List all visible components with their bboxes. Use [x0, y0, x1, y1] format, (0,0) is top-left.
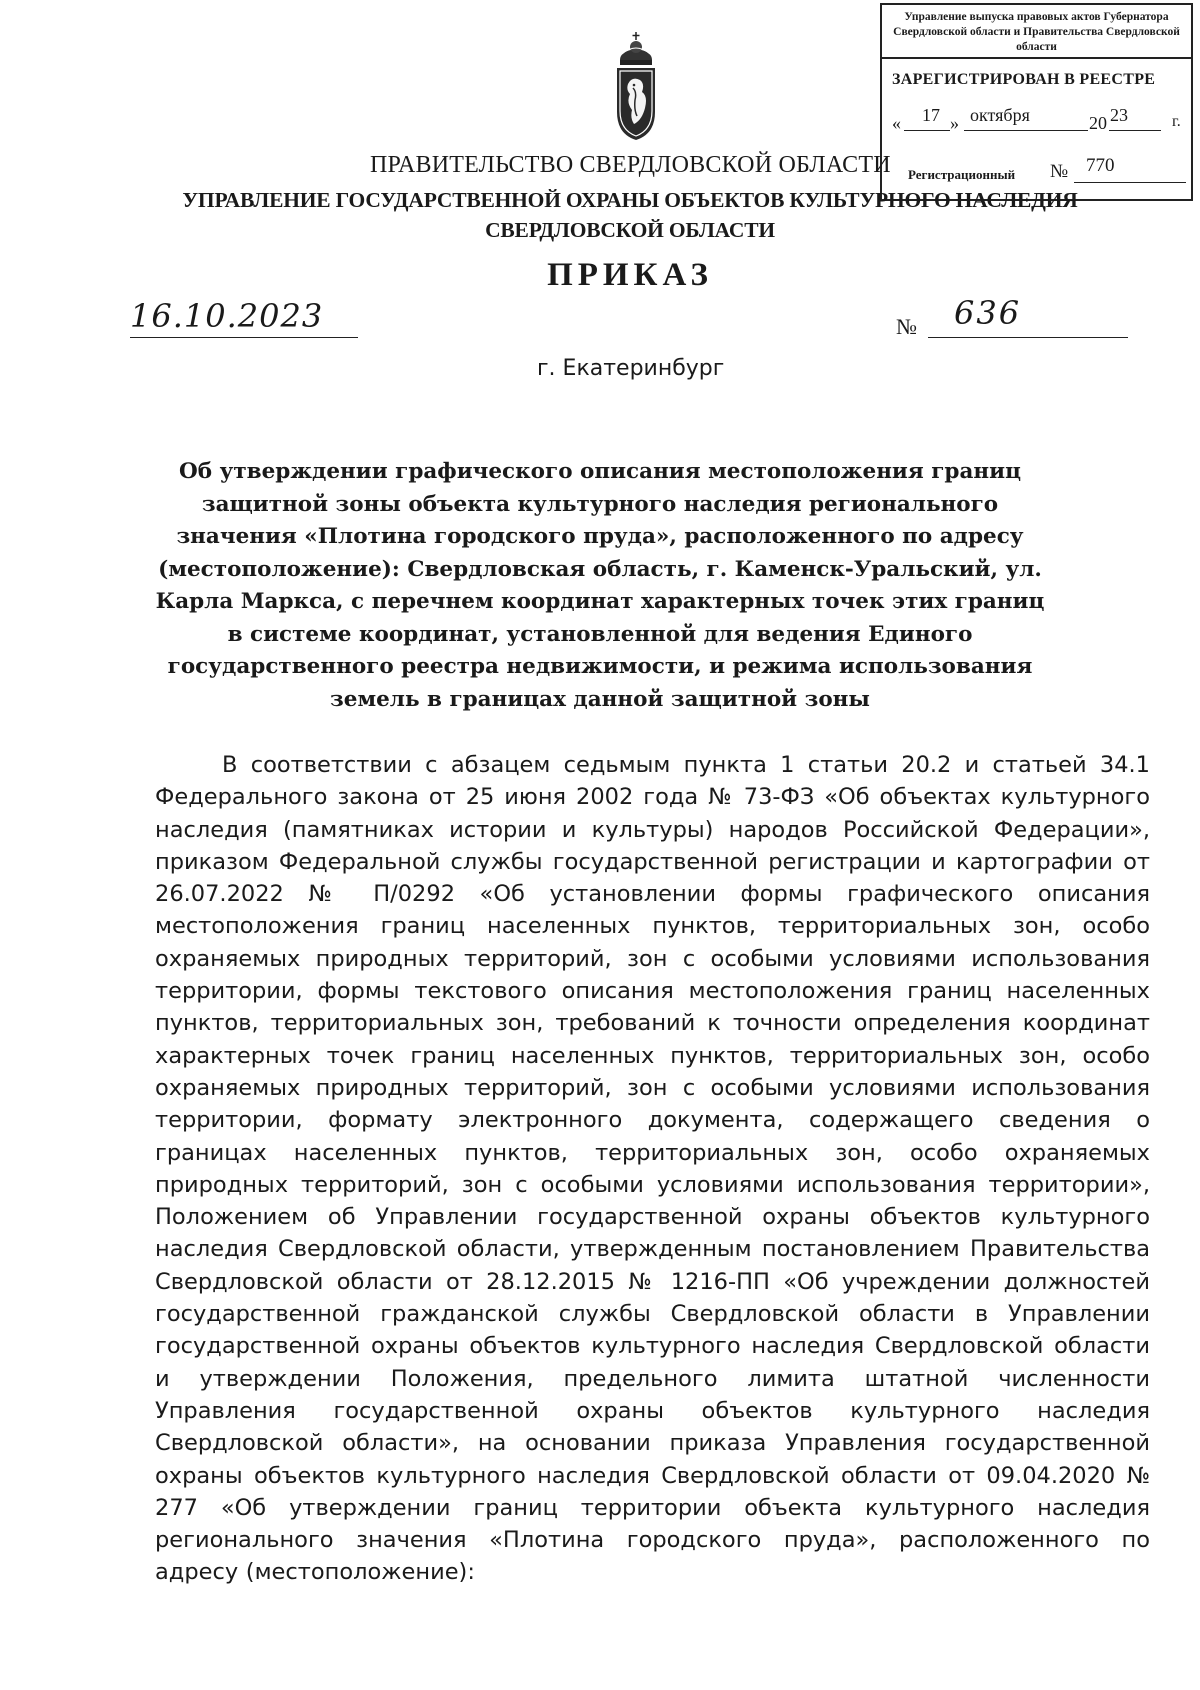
order-number-label: № [896, 314, 917, 339]
document-type: ПРИКАЗ [547, 257, 713, 293]
coat-of-arms-icon [612, 30, 660, 142]
stamp-date [892, 105, 1192, 139]
stamp-reg-no-sign: № [1050, 161, 1069, 182]
stamp-reg-number: 770 [1086, 155, 1115, 176]
order-body-paragraph: В соответствии с абзацем седьмым пункта 1 статьи 20.2 и статьей 34.1 Федерального закона от 25 июня 2002 года № 73-ФЗ «Об объектах культурного наследия (памятниках истории и культуры) народов Российской Федерации», приказом Федеральной службы государственной регистрации и картографии от 26.07.2022 № П/0292 «Об установлении формы графического описания местоположения границ населенных пунктов, территориальных зон, особо охраняемых природных территорий, зон с особыми условиями использования территории, формы текстового описания местоположения границ населенных пунктов, территориальных зон, требований к точности определения координат характерных точек границ населенных пунктов, территориальных зон, особо охраняемых природных территорий, зон с особыми условиями использования территории, формату электронного документа, содержащего сведения о границах населенных пунктов, территориальных зон, особо охраняемых природных территорий, зон с особыми условиями использования территории», Положением об Управлении государственной охраны объектов культурного наследия Свердловской области, утвержденным постановлением Правительства Свердловской области от 28.12.2015 № 1216-ПП «Об учреждении должностей государственной гражданской службы Свердловской области в Управлении государственной охраны объектов культурного наследия Свердловской области и утверждении Положения, предельного лимита штатной численности Управления государственной охраны объектов культурного наследия Свердловской области», на основании приказа Управления государственной охраны объектов культурного наследия Свердловской области от 09.04.2020 № 277 «Об утверждении границ территории объекта культурного наследия регионального значения «Плотина городского пруда», расположенного по адресу (местоположение): [155, 752, 1150, 1586]
number-underline [928, 337, 1128, 338]
stamp-registration-number [908, 155, 1198, 185]
order-subject: Об утверждении графического описания местоположения границ защитной зоны объекта культурного наследия регионального значения «Плотина городского пруда», расположенного по адресу (местоположение): Свердловская область, г. Каменск-Уральский, ул. Карла Маркса, с перечнем координат характерных точек этих границ в системе координат, установленной для ведения Единого государственного реестра недвижимости, и режима использования земель в границах данной защитной зоны [155, 459, 1045, 712]
stamp-day: 17 [922, 105, 940, 125]
order-number: 636 [954, 294, 1022, 332]
city: г. Екатеринбург [537, 356, 725, 381]
stamp-authority: Управление выпуска правовых актов Губернатора Свердловской области и Правительства Свердловской области [882, 5, 1191, 59]
stamp-month: октября [970, 105, 1030, 125]
stamp-year-suffix: 23 [1110, 105, 1128, 125]
government-name: ПРАВИТЕЛЬСТВО СВЕРДЛОВСКОЙ ОБЛАСТИ [370, 152, 891, 178]
stamp-quote-open: « [892, 113, 901, 133]
stamp-quote-close: » [950, 113, 959, 133]
stamp-title: ЗАРЕГИСТРИРОВАН В РЕЕСТРЕ [892, 71, 1156, 88]
department-name: УПРАВЛЕНИЕ ГОСУДАРСТВЕННОЙ ОХРАНЫ ОБЪЕКТОВ КУЛЬТУРНОГО НАСЛЕДИЯ СВЕРДЛОВСКОЙ ОБЛАСТИ [182, 188, 1078, 242]
registration-stamp [880, 3, 1193, 201]
order-date: 16.10.2023 [130, 297, 324, 335]
date-underline [130, 337, 358, 338]
stamp-year-prefix: 20 [1089, 113, 1107, 133]
stamp-reg-label: Регистрационный [908, 167, 1016, 182]
stamp-year-abbr: г. [1172, 113, 1181, 130]
